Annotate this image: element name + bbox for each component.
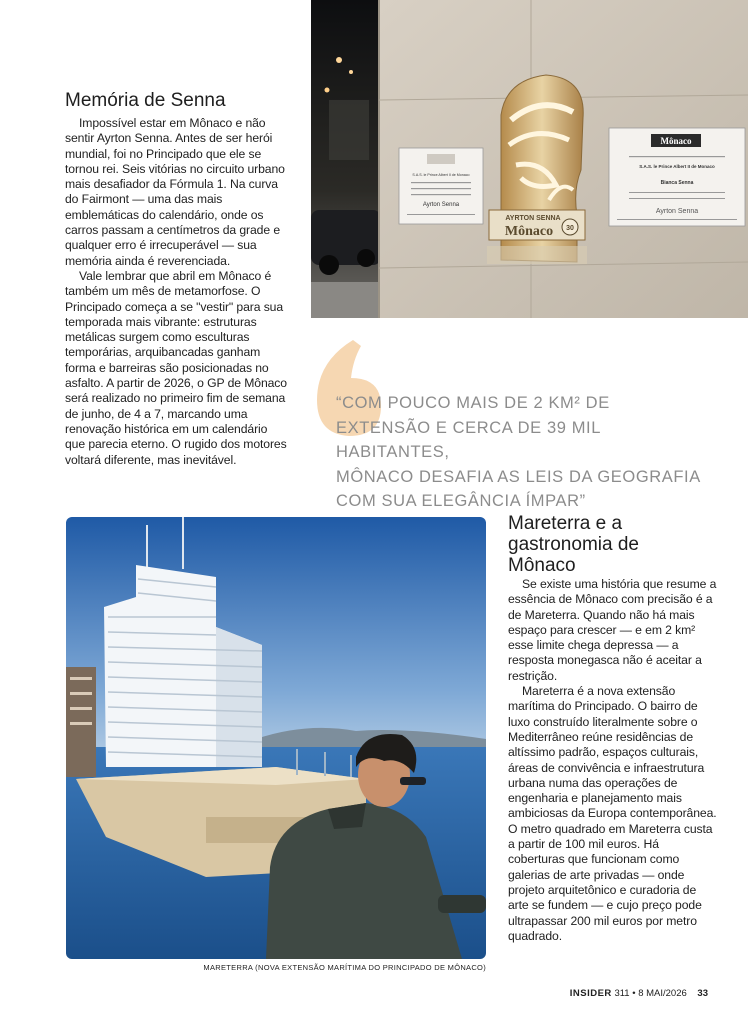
section2-title-line-3: Mônaco [508, 555, 576, 576]
pull-quote-line-2: EXTENSÃO E CERCA DE 39 MIL HABITANTES, [336, 418, 601, 461]
left-plaque [399, 148, 483, 224]
right-plaque-name: Ayrton Senna [655, 208, 699, 215]
section2-title-line-1: Mareterra e a [508, 513, 623, 534]
section-title-memoria-de-senna: Memória de Senna [65, 90, 226, 111]
sculpture-badge: 30 [566, 225, 574, 232]
section-title-mareterra [508, 513, 728, 576]
pull-quote-line-1: “COM POUCO MAIS DE 2 KM² DE [336, 394, 610, 412]
section1-paragraph-1: Impossível estar em Mônaco e não sentir Ayrton Senna. Antes de ser herói mundial, foi no Principado que ele se tornou rei. Seis vitórias no circuito urbano mais desafiador da Fórmula 1. Na curva do Fairmont — uma das mais emblemáticas do calendário, onde os carros passam a centímetros da grade e qualquer erro é irrecuperável — sua memória ainda é reverenciada. [65, 116, 285, 268]
section1-paragraph-2: Vale lembrar que abril em Mônaco é também um mês de metamorfose. O Principado começa a se "vestir" para sua temporada mais vibrante: estruturas metálicas surgem como esculturas temporárias, arquibancadas ganham forma e barreiras são posicionadas no asfalto. A partir de 2026, o GP de Mônaco será realizado no primeiro fim de semana de junho, de 4 a 7, marcando uma renovação histórica em um calendário que parecia eterno. O rugido dos motores voltará diferente, mas inevitável. [65, 268, 287, 467]
right-plaque [609, 128, 745, 226]
photo-caption: MARETERRA (NOVA EXTENSÃO MARÍTIMA DO PRINCIPADO DE MÔNACO) [203, 963, 486, 972]
section2-paragraph-2: Mareterra é a nova extensão marítima do Principado. O bairro de luxo construído literalmente sobre o Mediterrâneo reúne residências de altíssimo padrão, espaços culturais, áreas de convivência e infraestrutura urbana numa das operações de engenharia e planejamento mais ambiciosas da Europa contemporânea. O metro quadrado em Mareterra custa a partir de 100 mil euros. Há coberturas que funcionam como galerias de arte privadas — onde projeto arquitetônico e curadoria de arte se fundem — e cujo preço pode ultrapassar 200 mil euros por metro quadrado. [508, 684, 717, 943]
pull-quote-line-4: COM SUA ELEGÂNCIA ÍMPAR” [336, 492, 586, 510]
pull-quote-line-3: MÔNACO DESAFIA AS LEIS DA GEOGRAFIA [336, 467, 701, 486]
issue-info: 311 • 8 MAI/2026 [614, 988, 687, 999]
mareterra-photo [66, 517, 486, 959]
sculpture-place: Mônaco [504, 224, 554, 239]
section2-body [508, 577, 718, 944]
page-footer [570, 988, 708, 999]
senna-memorial-photo [311, 0, 748, 318]
right-plaque-subname: Bianca Senna [660, 180, 694, 186]
right-plaque-heading: S.A.S. le Prince Albert II de Monaco [639, 164, 715, 169]
section2-paragraph-1: Se existe uma história que resume a essência de Mônaco com precisão é a de Mareterra. Quando não há mais espaço para crescer — e em 2 km² esse limite chega depressa — a resposta monegasca não é aceitar a restrição. [508, 577, 717, 683]
left-plaque-heading: S.A.S. le Prince Albert II de Monaco [412, 173, 470, 177]
left-plaque-name: Ayrton Senna [422, 202, 460, 208]
page-number: 33 [697, 988, 708, 999]
sculpture-brand: AYRTON SENNA [505, 215, 561, 222]
right-plaque-logo: Mônaco [660, 136, 692, 146]
section2-title-line-2: gastronomia de [508, 534, 639, 555]
magazine-name: INSIDER [569, 988, 612, 999]
pull-quote [336, 391, 716, 514]
section1-body [65, 116, 287, 468]
